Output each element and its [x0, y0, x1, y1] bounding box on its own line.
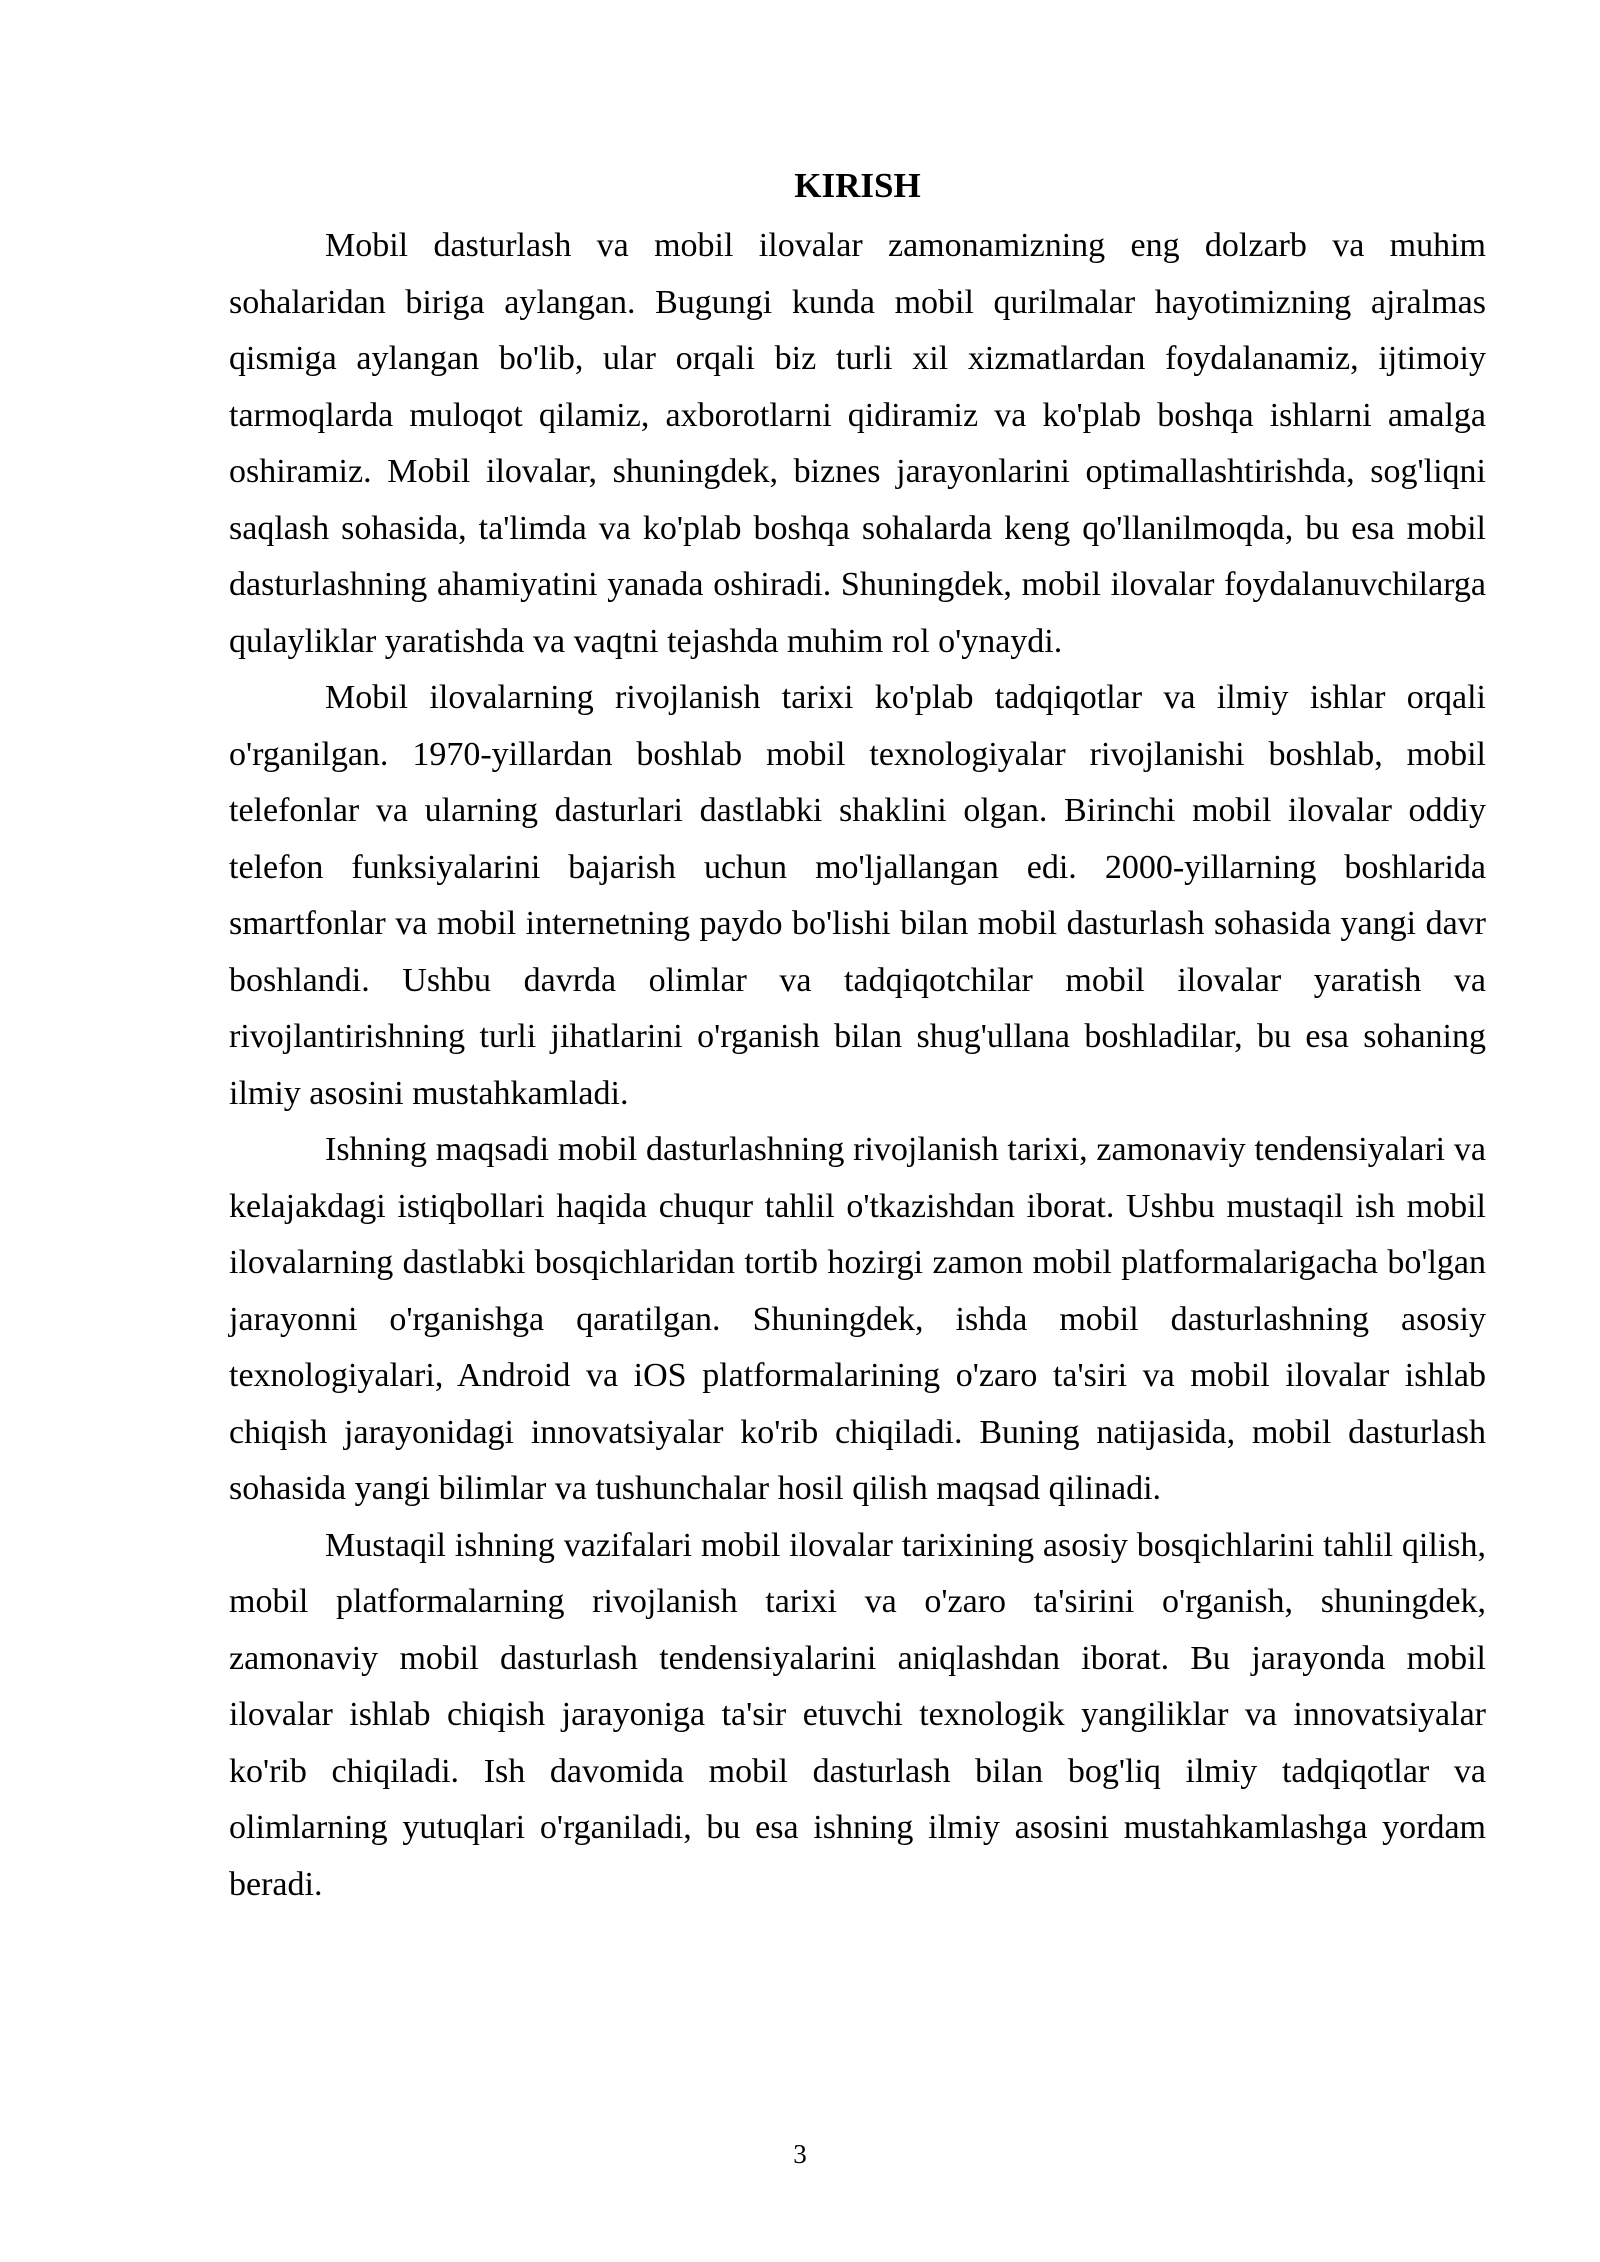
page-number: 3 — [793, 2139, 807, 2169]
paragraph-intro: Mobil dasturlash va mobil ilovalar zamonamizning eng dolzarb va muhim sohalaridan biriga aylangan. Bugungi kunda mobil qurilmalar hayotimizning ajralmas qismiga aylangan bo'lib, ular orqali biz turli xil xizmatlardan foydalanamiz, ijtimoiy tarmoqlarda muloqot qilamiz, axborotlarni qidiramiz va ko'plab boshqa ishlarni amalga oshiramiz. Mobil ilovalar, shuningdek, biznes jarayonlarini optimallashtirishda, sog'liqni saqlash sohasida, ta'limda va ko'plab boshqa sohalarda keng qo'llanilmoqda, bu esa mobil dasturlashning ahamiyatini yanada oshiradi. Shuningdek, mobil ilovalar foydalanuvchilarga qulayliklar yaratishda va vaqtni tejashda muhim rol o'ynaydi. — [229, 227, 1486, 660]
section-title: KIRISH — [794, 166, 921, 205]
paragraph-history: Mobil ilovalarning rivojlanish tarixi ko'plab tadqiqotlar va ilmiy ishlar orqali o'rganilgan. 1970-yillardan boshlab mobil texnologiyalar rivojlanishi boshlab, mobil telefonlar va ularning dasturlari dastlabki shaklini olgan. Birinchi mobil ilovalar oddiy telefon funksiyalarini bajarish uchun mo'ljallangan edi. 2000-yillarning boshlarida smartfonlar va mobil internetning paydo bo'lishi bilan mobil dasturlash sohasida yangi davr boshlandi. Ushbu davrda olimlar va tadqiqotchilar mobil ilovalar yaratish va rivojlantirishning turli jihatlarini o'rganish bilan shug'ullana boshladilar, bu esa sohaning ilmiy asosini mustahkamladi. — [229, 679, 1486, 1112]
paragraph-goal: Ishning maqsadi mobil dasturlashning rivojlanish tarixi, zamonaviy tendensiyalari va kelajakdagi istiqbollari haqida chuqur tahlil o'tkazishdan iborat. Ushbu mustaqil ish mobil ilovalarning dastlabki bosqichlaridan tortib hozirgi zamon mobil platformalarigacha bo'lgan jarayonni o'rganishga qaratilgan. Shuningdek, ishda mobil dasturlashning asosiy texnologiyalari, Android va iOS platformalarining o'zaro ta'siri va mobil ilovalar ishlab chiqish jarayonidagi innovatsiyalar ko'rib chiqiladi. Buning natijasida, mobil dasturlash sohasida yangi bilimlar va tushunchalar hosil qilish maqsad qilinadi. — [229, 1131, 1486, 1507]
paragraph-tasks: Mustaqil ishning vazifalari mobil ilovalar tarixining asosiy bosqichlarini tahlil qilish, mobil platformalarning rivojlanish tarixi va o'zaro ta'sirini o'rganish, shuningdek, zamonaviy mobil dasturlash tendensiyalarini aniqlashdan iborat. Bu jarayonda mobil ilovalar ishlab chiqish jarayoniga ta'sir etuvchi texnologik yangiliklar va innovatsiyalar ko'rib chiqiladi. Ish davomida mobil dasturlash bilan bog'liq ilmiy tadqiqotlar va olimlarning yutuqlari o'rganiladi, bu esa ishning ilmiy asosini mustahkamlashga yordam beradi. — [229, 1526, 1486, 1903]
page-content — [229, 162, 1486, 1913]
